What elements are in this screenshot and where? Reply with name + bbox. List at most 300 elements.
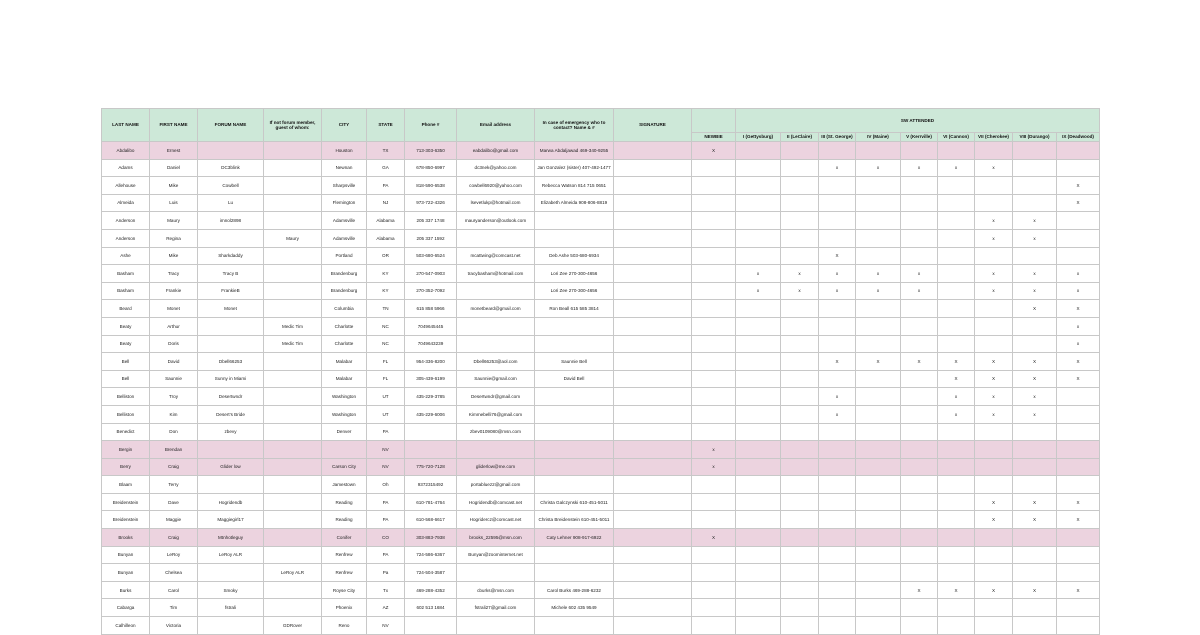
cell-sw-2 [781,212,819,230]
cell-sw-8: X [1013,300,1057,318]
cell-sw-4 [856,142,901,160]
cell-guest-of [264,142,322,160]
cell-emergency-contact: Christa Galczynski 610-451-5011 [535,493,614,511]
cell-phone: 602 513 1684 [405,599,457,617]
cell-emergency-contact [535,388,614,406]
cell-forum-name [198,564,264,582]
cell-city: Malabar [322,370,367,388]
cell-first-name: Regina [150,229,198,247]
cell-sw-3 [819,335,856,353]
cell-last-name: Beard [102,300,150,318]
cell-forum-name: Smoky [198,581,264,599]
cell-sw-4 [856,300,901,318]
cell-sw-3 [819,529,856,547]
cell-sw-2 [781,317,819,335]
cell-last-name: Abdalibo [102,142,150,160]
cell-sw-9: X [1057,177,1100,195]
cell-phone: 205 337 1748 [405,212,457,230]
cell-first-name: Arthur [150,317,198,335]
cell-sw-7: x [975,265,1013,283]
cell-sw-6 [938,617,975,635]
cell-sw-9: x [1057,282,1100,300]
cell-signature [614,564,692,582]
cell-sw-8 [1013,599,1057,617]
cell-city: Adamsville [322,229,367,247]
cell-first-name: Ernest [150,142,198,160]
cell-sw-2 [781,300,819,318]
cell-sw-7 [975,194,1013,212]
cell-sw-4: x [856,159,901,177]
cell-sw-9 [1057,159,1100,177]
cell-first-name: Frankie [150,282,198,300]
cell-sw-3 [819,546,856,564]
cell-sw-6: x [938,405,975,423]
cell-email: Desertwndr@gmail.com [457,388,535,406]
cell-sw-3 [819,476,856,494]
cell-sw-2 [781,581,819,599]
cell-sw-3 [819,564,856,582]
cell-sw-2 [781,617,819,635]
cell-phone: 610-568-6617 [405,511,457,529]
cell-sw-5 [901,493,938,511]
cell-sw-7 [975,564,1013,582]
cell-sw-1 [736,405,781,423]
cell-sw-2 [781,564,819,582]
cell-email: Bunyan@zoominternet.net [457,546,535,564]
cell-signature [614,599,692,617]
cell-first-name: Monet [150,300,198,318]
cell-phone: 7049643239 [405,335,457,353]
cell-guest-of [264,370,322,388]
cell-sw-8 [1013,564,1057,582]
cell-phone: 678-850-6997 [405,159,457,177]
cell-sw-1 [736,423,781,441]
cell-sw-2 [781,159,819,177]
cell-sw-6 [938,282,975,300]
cell-email: portabluez2@gmail.com [457,476,535,494]
cell-last-name: Almeida [102,194,150,212]
cell-sw-1 [736,229,781,247]
table-row [102,265,1100,283]
cell-sw-4: x [856,265,901,283]
cell-sw-3 [819,511,856,529]
cell-city: Renfrew [322,546,367,564]
cell-sw-1 [736,159,781,177]
cell-signature [614,212,692,230]
cell-sw-9 [1057,458,1100,476]
cell-sw-9 [1057,229,1100,247]
cell-forum-name: Hogridendb [198,493,264,511]
cell-sw-2 [781,405,819,423]
cell-city: Washington [322,388,367,406]
cell-guest-of [264,493,322,511]
cell-sw-6 [938,476,975,494]
cell-newbie [692,405,736,423]
cell-guest-of [264,177,322,195]
cell-sw-9: X [1057,300,1100,318]
cell-guest-of [264,300,322,318]
cell-first-name: Craig [150,529,198,547]
cell-last-name: Anderson [102,212,150,230]
cell-sw-5 [901,388,938,406]
cell-signature [614,229,692,247]
cell-city: Phoenix [322,599,367,617]
cell-sw-7 [975,142,1013,160]
cell-sw-8: x [1013,388,1057,406]
cell-guest-of [264,212,322,230]
cell-newbie [692,177,736,195]
cell-last-name: Benedict [102,423,150,441]
cell-sw-7: x [975,229,1013,247]
cell-sw-1 [736,353,781,371]
cell-phone: 713-303-6350 [405,142,457,160]
cell-forum-name: Cowbell [198,177,264,195]
cell-guest-of [264,581,322,599]
cell-phone: 724-504-3587 [405,564,457,582]
cell-state: Pa [367,564,405,582]
cell-phone: 615 858 5966 [405,300,457,318]
cell-sw-5 [901,546,938,564]
cell-signature [614,353,692,371]
cell-forum-name: fstrali [198,599,264,617]
cell-first-name: Daniel [150,159,198,177]
cell-first-name: Kim [150,405,198,423]
cell-sw-8 [1013,546,1057,564]
cell-sw-7: X [975,353,1013,371]
cell-state: KY [367,265,405,283]
cell-sw-2 [781,493,819,511]
cell-sw-1 [736,212,781,230]
cell-sw-9: x [1057,265,1100,283]
cell-signature [614,511,692,529]
cell-newbie [692,247,736,265]
cell-phone: 9372315492 [405,476,457,494]
cell-emergency-contact: Caty Lehner 908-917-6922 [535,529,614,547]
cell-signature [614,423,692,441]
cell-sw-3 [819,581,856,599]
cell-guest-of [264,599,322,617]
cell-email: mauryanderson@outlook.com [457,212,535,230]
cell-sw-4 [856,441,901,459]
cell-sw-1 [736,599,781,617]
cell-sw-4 [856,317,901,335]
header-sw-1: I (Gettysburg) [736,133,781,142]
cell-emergency-contact: Elizabeth Almeida 908-806-8819 [535,194,614,212]
cell-last-name: Brooks [102,529,150,547]
cell-guest-of [264,476,322,494]
cell-guest-of: Medic Tim [264,317,322,335]
cell-sw-2 [781,388,819,406]
cell-sw-3 [819,177,856,195]
cell-phone [405,441,457,459]
cell-sw-5 [901,212,938,230]
cell-email: Saunnie@gmail.com [457,370,535,388]
header-sw-2: II (LeClaire) [781,133,819,142]
cell-sw-9 [1057,546,1100,564]
cell-sw-5 [901,564,938,582]
cell-sw-9: X [1057,353,1100,371]
cell-sw-7: x [975,388,1013,406]
cell-email: Hogridercz@comcast.net [457,511,535,529]
table-row [102,142,1100,160]
cell-sw-5 [901,300,938,318]
cell-sw-1 [736,388,781,406]
cell-phone: 818-590-6538 [405,177,457,195]
cell-state: FL [367,370,405,388]
cell-emergency-contact: Christa Breidenstein 610-451-5011 [535,511,614,529]
cell-sw-4 [856,388,901,406]
cell-forum-name [198,317,264,335]
cell-sw-3: X [819,247,856,265]
cell-sw-2 [781,546,819,564]
cell-sw-2: x [781,282,819,300]
cell-city: Brandenburg [322,265,367,283]
cell-last-name: Bunyan [102,546,150,564]
cell-last-name: Cabarga [102,599,150,617]
cell-sw-2 [781,194,819,212]
cell-first-name: Don [150,423,198,441]
cell-sw-8 [1013,441,1057,459]
cell-sw-5 [901,142,938,160]
cell-sw-3: x [819,388,856,406]
cell-newbie [692,423,736,441]
cell-sw-1: x [736,282,781,300]
cell-last-name: Belliston [102,388,150,406]
cell-sw-1 [736,335,781,353]
cell-sw-1 [736,546,781,564]
cell-email: cowbell6920@yahoo.com [457,177,535,195]
cell-emergency-contact [535,441,614,459]
cell-last-name: Berry [102,458,150,476]
cell-state: PA [367,177,405,195]
table-row [102,529,1100,547]
cell-sw-6: x [938,388,975,406]
cell-emergency-contact [535,458,614,476]
cell-email: brooks_22595@msn.com [457,529,535,547]
cell-state: NV [367,441,405,459]
cell-sw-4 [856,529,901,547]
cell-first-name: Maggie [150,511,198,529]
cell-guest-of: GDRover [264,617,322,635]
cell-newbie [692,265,736,283]
cell-emergency-contact [535,546,614,564]
cell-state: PA [367,423,405,441]
cell-sw-9 [1057,599,1100,617]
cell-sw-6 [938,194,975,212]
cell-last-name: Ashe [102,247,150,265]
table-row [102,194,1100,212]
cell-sw-5 [901,441,938,459]
cell-sw-2 [781,599,819,617]
cell-email: Hogridendb@comcast.net [457,493,535,511]
cell-state: TX [367,142,405,160]
cell-sw-7: X [975,511,1013,529]
cell-last-name: Calhilleon [102,617,150,635]
roster-table [101,108,1100,635]
cell-first-name: Victoria [150,617,198,635]
cell-forum-name: Lu [198,194,264,212]
cell-sw-8: X [1013,353,1057,371]
table-row [102,353,1100,371]
cell-guest-of [264,353,322,371]
cell-sw-8: x [1013,265,1057,283]
cell-guest-of [264,546,322,564]
cell-city: Brandenburg [322,282,367,300]
cell-state: PA [367,511,405,529]
cell-guest-of [264,529,322,547]
cell-last-name: Beaty [102,317,150,335]
cell-emergency-contact: David Bell [535,370,614,388]
cell-sw-6 [938,300,975,318]
table-row [102,441,1100,459]
cell-phone: 973-722-4326 [405,194,457,212]
cell-sw-4: x [856,282,901,300]
cell-guest-of [264,194,322,212]
cell-newbie [692,599,736,617]
cell-guest-of [264,282,322,300]
cell-sw-7 [975,317,1013,335]
cell-sw-1 [736,564,781,582]
cell-state: UT [367,388,405,406]
cell-signature [614,546,692,564]
cell-last-name: Allehouse [102,177,150,195]
cell-sw-4 [856,335,901,353]
cell-sw-6: X [938,370,975,388]
cell-sw-9: X [1057,511,1100,529]
cell-sw-3: x [819,159,856,177]
cell-signature [614,405,692,423]
cell-city: Sharpsville [322,177,367,195]
cell-city: Adamsville [322,212,367,230]
cell-sw-6 [938,493,975,511]
header-emergency-contact: In case of emergency who to contact? Name & # [535,109,614,142]
cell-sw-7 [975,177,1013,195]
header-first-name: FIRST NAME [150,109,198,142]
cell-first-name: Tim [150,599,198,617]
cell-emergency-contact [535,229,614,247]
cell-email: eabdalibo@gmail.com [457,142,535,160]
cell-sw-6 [938,335,975,353]
cell-sw-9 [1057,247,1100,265]
cell-email: gliderlow@me.com [457,458,535,476]
cell-sw-9: x [1057,335,1100,353]
cell-first-name: Brendan [150,441,198,459]
cell-forum-name [198,476,264,494]
cell-phone: 503-680-6524 [405,247,457,265]
cell-sw-4 [856,423,901,441]
cell-last-name: Breidenstein [102,511,150,529]
cell-sw-6 [938,423,975,441]
header-last-name: LAST NAME [102,109,150,142]
cell-sw-6 [938,529,975,547]
cell-forum-name: Dbell66253 [198,353,264,371]
cell-sw-2 [781,353,819,371]
cell-emergency-contact [535,405,614,423]
header-sw-5: V (Kerrville) [901,133,938,142]
cell-emergency-contact [535,423,614,441]
cell-sw-8 [1013,194,1057,212]
cell-sw-2 [781,370,819,388]
cell-last-name: Bell [102,353,150,371]
cell-sw-4 [856,476,901,494]
cell-first-name: Mike [150,247,198,265]
cell-email: fstrali27@gmail.com [457,599,535,617]
cell-guest-of [264,388,322,406]
cell-signature [614,142,692,160]
cell-sw-5 [901,476,938,494]
cell-first-name: Troy [150,388,198,406]
cell-sw-6 [938,441,975,459]
cell-sw-7: X [975,581,1013,599]
cell-sw-6 [938,458,975,476]
cell-first-name: Carol [150,581,198,599]
cell-sw-4 [856,247,901,265]
cell-newbie [692,546,736,564]
cell-sw-3 [819,370,856,388]
cell-sw-8 [1013,335,1057,353]
cell-sw-9 [1057,529,1100,547]
cell-sw-5 [901,511,938,529]
cell-newbie [692,212,736,230]
cell-emergency-contact: Saunnie Bell [535,353,614,371]
cell-email: Dbell66253@aol.com [457,353,535,371]
cell-forum-name: Desertwndr [198,388,264,406]
cell-signature [614,317,692,335]
cell-forum-name: Tracy B [198,265,264,283]
cell-sw-4 [856,493,901,511]
cell-sw-9: X [1057,194,1100,212]
cell-sw-5 [901,617,938,635]
cell-sw-7 [975,335,1013,353]
cell-sw-3 [819,229,856,247]
cell-newbie: x [692,441,736,459]
cell-sw-6 [938,247,975,265]
cell-sw-4 [856,177,901,195]
cell-sw-8 [1013,458,1057,476]
cell-newbie [692,300,736,318]
cell-last-name: Beaty [102,335,150,353]
cell-sw-3: x [819,405,856,423]
cell-sw-8: X [1013,370,1057,388]
cell-sw-2 [781,511,819,529]
cell-sw-3 [819,423,856,441]
cell-sw-8 [1013,423,1057,441]
cell-sw-6 [938,317,975,335]
cell-sw-3 [819,142,856,160]
table-row [102,229,1100,247]
cell-sw-2 [781,247,819,265]
cell-email: lsevetlukp@hotmail.com [457,194,535,212]
cell-sw-1 [736,441,781,459]
cell-sw-1 [736,370,781,388]
cell-sw-9: X [1057,493,1100,511]
cell-sw-8: x [1013,405,1057,423]
cell-guest-of [264,265,322,283]
cell-sw-1 [736,247,781,265]
cell-email [457,317,535,335]
cell-sw-8: x [1013,282,1057,300]
cell-sw-8: X [1013,581,1057,599]
cell-emergency-contact [535,476,614,494]
cell-sw-5: X [901,353,938,371]
cell-forum-name [198,617,264,635]
cell-sw-3: x [819,282,856,300]
cell-emergency-contact [535,317,614,335]
cell-newbie [692,581,736,599]
cell-sw-6: X [938,581,975,599]
cell-sw-6 [938,265,975,283]
cell-sw-5 [901,599,938,617]
